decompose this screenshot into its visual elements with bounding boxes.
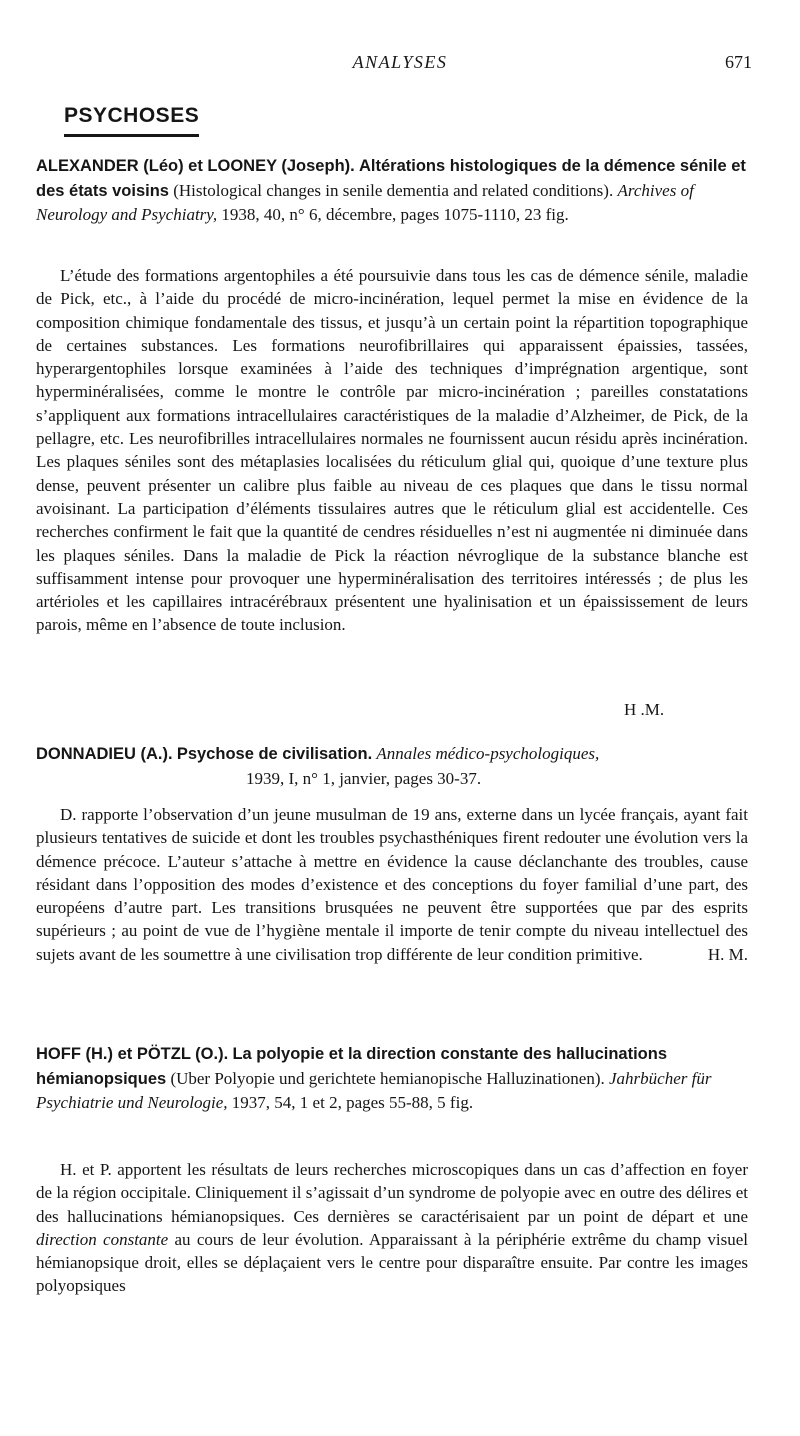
- entry-1-translation: (Histological changes in senile dementia and related conditions).: [173, 180, 614, 200]
- entry-3-body-start: H. et P. apportent les résultats de leurs recherches microscopiques dans un cas d’affection en foyer de la région occipitale. Cliniquement il s’agissait d’un syndrome de polyopie avec en outre des délires et des hallucinations hémianopsiques. Ces dernières se caractérisaient par un point de départ et une: [36, 1160, 748, 1226]
- entry-2-body: D. rapporte l’observation d’un jeune musulman de 19 ans, externe dans un lycée français, ayant fait plusieurs tentatives de suicide et dont les troubles psychasthéniques firent redouter une évolution vers la démence précoce. L’auteur s’attache à mettre en évidence la cause déclanchante des troubles, cause résidant dans l’opposition des modes d’existence et des conceptions du foyer familial d’une part, des européens d’autre part. Les transitions brusquées ne peuvent être supportées que par des esprits supérieurs ; au point de vue de l’hygiène mentale il importe de tenir compte du niveau intellectuel des sujets avant de les soumettre à une civilisation trop différente de leur condition primitive.: [36, 805, 748, 964]
- entry-2-title: Psychose de civilisation.: [176, 745, 373, 763]
- entry-2-journal: Annales médico-psychologiques,: [376, 744, 600, 763]
- page-number: 671: [725, 52, 752, 72]
- entry-1-journal: Archives of Neurology and Psychiatry,: [36, 180, 694, 224]
- entry-3-abstract: [36, 1158, 748, 1298]
- entry-3-translation: (Uber Polyopie und gerichtete hemianopische Halluzinationen).: [170, 1068, 605, 1088]
- entry-1-signature: H .M.: [624, 700, 665, 719]
- entry-3-body-emphasis: direction constante: [36, 1229, 169, 1249]
- entry-1-reference: [36, 154, 748, 227]
- entry-3-body-end: au cours de leur évolution. Apparaissant à la périphérie extrême du champ visuel hémianopsique droit, elles se déplaçaient vers le centre pour disparaître ensuite. Par contre les images polyopsiques: [36, 1229, 749, 1296]
- entry-3-details: 1937, 54, 1 et 2, pages 55-88, 5 fig.: [231, 1093, 474, 1112]
- entry-3-reference: [36, 1042, 748, 1115]
- running-title: ANALYSES: [352, 52, 448, 72]
- entry-1-authors: ALEXANDER (Léo) et LOONEY (Joseph).: [36, 157, 355, 175]
- entry-3-body-paragraph: [36, 1158, 748, 1298]
- entry-2-authors: DONNADIEU (A.).: [36, 745, 173, 763]
- entry-3-title: La polyopie et la direction constante des hallucinations hémianopsiques: [36, 1045, 668, 1088]
- entry-3-authors: HOFF (H.) et PÖTZL (O.).: [36, 1045, 229, 1063]
- running-head: [0, 52, 800, 78]
- entry-2-body-paragraph: [36, 803, 748, 966]
- section-title: PSYCHOSES: [64, 104, 199, 137]
- entry-2-reference: [36, 742, 748, 790]
- entry-1-details: 1938, 40, n° 6, décembre, pages 1075-1110, 23 fig.: [221, 205, 569, 224]
- entry-2-abstract: [36, 803, 748, 966]
- entry-2-details: 1939, I, n° 1, janvier, pages 30-37.: [246, 768, 482, 788]
- entry-1-title: Altérations histologiques de la démence sénile et des états voisins: [36, 157, 746, 200]
- entry-2-signature: H. M.: [707, 944, 748, 964]
- entry-3-journal: Jahrbücher für Psychiatrie und Neurologie,: [36, 1068, 712, 1112]
- entry-1-body: L’étude des formations argentophiles a été poursuivie dans tous les cas de démence sénile, maladie de Pick, etc., à l’aide du procédé de micro-incinération, lequel permet la mise en évidence de la composition chimique fondamentale des tissus, et jusqu’à un certain point la répartition topographique de certaines substances. Les formations neurofibrillaires qui apparaissent épaissies, tassées, hyperargentophiles lorsque examinées à l’aide des techniques d’imprégnation argentique, sont hyperminéralisées, comme le montre le contrôle par micro-incinération ; pareilles constatations s’appliquent aux formations intracellulaires caractéristiques de la maladie d’Alzheimer, de Pick, de la pellagre, etc. Les neurofibrilles intracellulaires normales ne fournissent aucun résidu après incinération. Les plaques séniles sont des métaplasies localisées du réticulum glial qui, quoique d’une texture plus dense, peuvent présenter un calibre plus faible au niveau de ces plaques que dans le tissu normal avoisinant. La participation d’éléments tissulaires autres que le réticulum glial est accidentelle. Ces recherches confirment le fait que la quantité de cendres résiduelles n’est ni augmentée ni diminuée dans les plaques séniles. Dans la maladie de Pick la réaction névroglique de la substance blanche est suffisamment intense pour provoquer une hyperminéralisation des territoires intéressés ; de plus les artérioles et les capillaires intracérébraux présentent une hyalinisation et un épaississement de leurs parois, même en l’absence de toute inclusion.: [36, 266, 748, 635]
- entry-1-abstract: [36, 264, 748, 637]
